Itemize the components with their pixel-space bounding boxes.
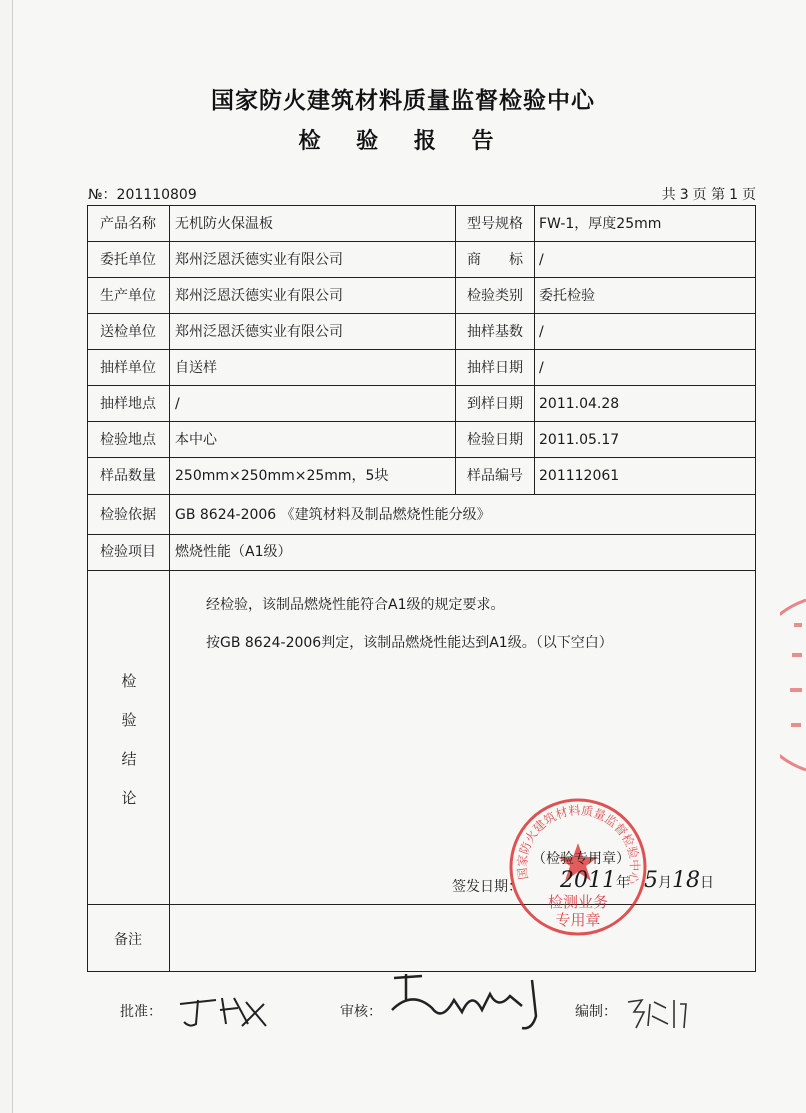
org-title: 国家防火建筑材料质量监督检验中心 — [211, 88, 595, 114]
label-remarks: 备注 — [114, 932, 142, 948]
column-divider — [169, 205, 170, 972]
label-sample-quantity: 样品数量 — [100, 468, 156, 484]
review-signature — [382, 970, 552, 1036]
label-submitter: 送检单位 — [100, 324, 156, 340]
label-trademark: 商 标 — [467, 252, 523, 268]
cross-page-seal — [780, 595, 806, 775]
review-label: 审核： — [340, 1004, 382, 1020]
value-model: FW-1，厚度25mm — [539, 216, 662, 232]
sign-date-label: 签发日期： — [452, 879, 522, 895]
total-pages: 3 — [679, 187, 689, 203]
page-info — [660, 184, 758, 204]
value-sampling-date: / — [539, 360, 544, 376]
label-model: 型号规格 — [467, 216, 523, 232]
compile-label: 编制： — [575, 1004, 617, 1020]
sign-day-suffix: 日 — [700, 875, 714, 891]
conclusion-line-2: 按GB 8624-2006判定，该制品燃烧性能达到A1级。（以下空白） — [206, 635, 613, 651]
report-title: 检 验 报 告 — [298, 129, 508, 154]
value-item: 燃烧性能（A1级） — [175, 544, 292, 560]
label-arrival-date: 到样日期 — [467, 396, 523, 412]
total-label: 共 — [661, 187, 676, 203]
approve-signature — [176, 990, 276, 1032]
label-sampling-date: 抽样日期 — [467, 360, 523, 376]
row-divider — [87, 904, 756, 905]
conclusion-label-char: 验 — [121, 711, 137, 729]
value-client: 郑州泛恩沃德实业有限公司 — [175, 252, 343, 268]
row-divider — [87, 570, 756, 571]
label-inspection-type: 检验类别 — [467, 288, 523, 304]
compile-signature — [624, 994, 694, 1034]
conclusion-label-char: 结 — [121, 750, 137, 768]
label-basis: 检验依据 — [100, 507, 156, 523]
stamp-note: （检验专用章） — [532, 851, 630, 867]
label-sampling-unit: 抽样单位 — [100, 360, 156, 376]
conclusion-line-1: 经检验，该制品燃烧性能符合A1级的规定要求。 — [206, 597, 505, 613]
value-trademark: / — [539, 252, 544, 268]
sign-date — [560, 868, 714, 893]
seal-outer-text: 国家防火建筑材料质量监督检验中心 — [515, 803, 642, 886]
value-arrival-date: 2011.04.28 — [539, 396, 620, 412]
value-sampling-unit: 自送样 — [175, 360, 217, 376]
sign-year-suffix: 年 — [616, 875, 630, 891]
label-inspection-location: 检验地点 — [100, 432, 156, 448]
sign-month: 5 — [644, 868, 658, 893]
value-inspection-date: 2011.05.17 — [539, 432, 620, 448]
document-number: №：201110809 — [88, 187, 197, 203]
value-sample-number: 201112061 — [539, 468, 620, 484]
label-client: 委托单位 — [100, 252, 156, 268]
value-basis: GB 8624-2006 《建筑材料及制品燃烧性能分级》 — [175, 507, 491, 523]
label-manufacturer: 生产单位 — [100, 288, 156, 304]
sign-year: 2011 — [560, 868, 616, 893]
value-inspection-type: 委托检验 — [539, 288, 595, 304]
current-page: 1 — [729, 187, 738, 203]
value-submitter: 郑州泛恩沃德实业有限公司 — [175, 324, 343, 340]
seal-inner-text-1: 检测业务 — [547, 893, 609, 911]
seal-inner-text-2: 专用章 — [555, 911, 601, 929]
value-sample-quantity: 250mm×250mm×25mm，5块 — [175, 468, 389, 484]
conclusion-label-char: 论 — [121, 789, 137, 807]
value-inspection-location: 本中心 — [175, 432, 217, 448]
conclusion-label-char: 检 — [121, 672, 137, 690]
row-divider — [87, 494, 756, 495]
label-product-name: 产品名称 — [100, 216, 156, 232]
value-product-name: 无机防火保温板 — [175, 216, 273, 232]
value-sampling-base: / — [539, 324, 544, 340]
label-inspection-date: 检验日期 — [467, 432, 523, 448]
value-remarks — [171, 922, 175, 958]
label-sampling-base: 抽样基数 — [467, 324, 523, 340]
sign-day: 18 — [672, 868, 700, 893]
label-sample-number: 样品编号 — [467, 468, 523, 484]
label-sampling-location: 抽样地点 — [100, 396, 156, 412]
value-sampling-location: / — [175, 396, 180, 412]
label-item: 检验项目 — [100, 544, 156, 560]
page-end-label: 页 — [742, 187, 756, 203]
page-label: 页 第 — [692, 187, 726, 203]
sign-month-suffix: 月 — [658, 875, 672, 891]
value-manufacturer: 郑州泛恩沃德实业有限公司 — [175, 288, 343, 304]
approve-label: 批准： — [120, 1004, 162, 1020]
